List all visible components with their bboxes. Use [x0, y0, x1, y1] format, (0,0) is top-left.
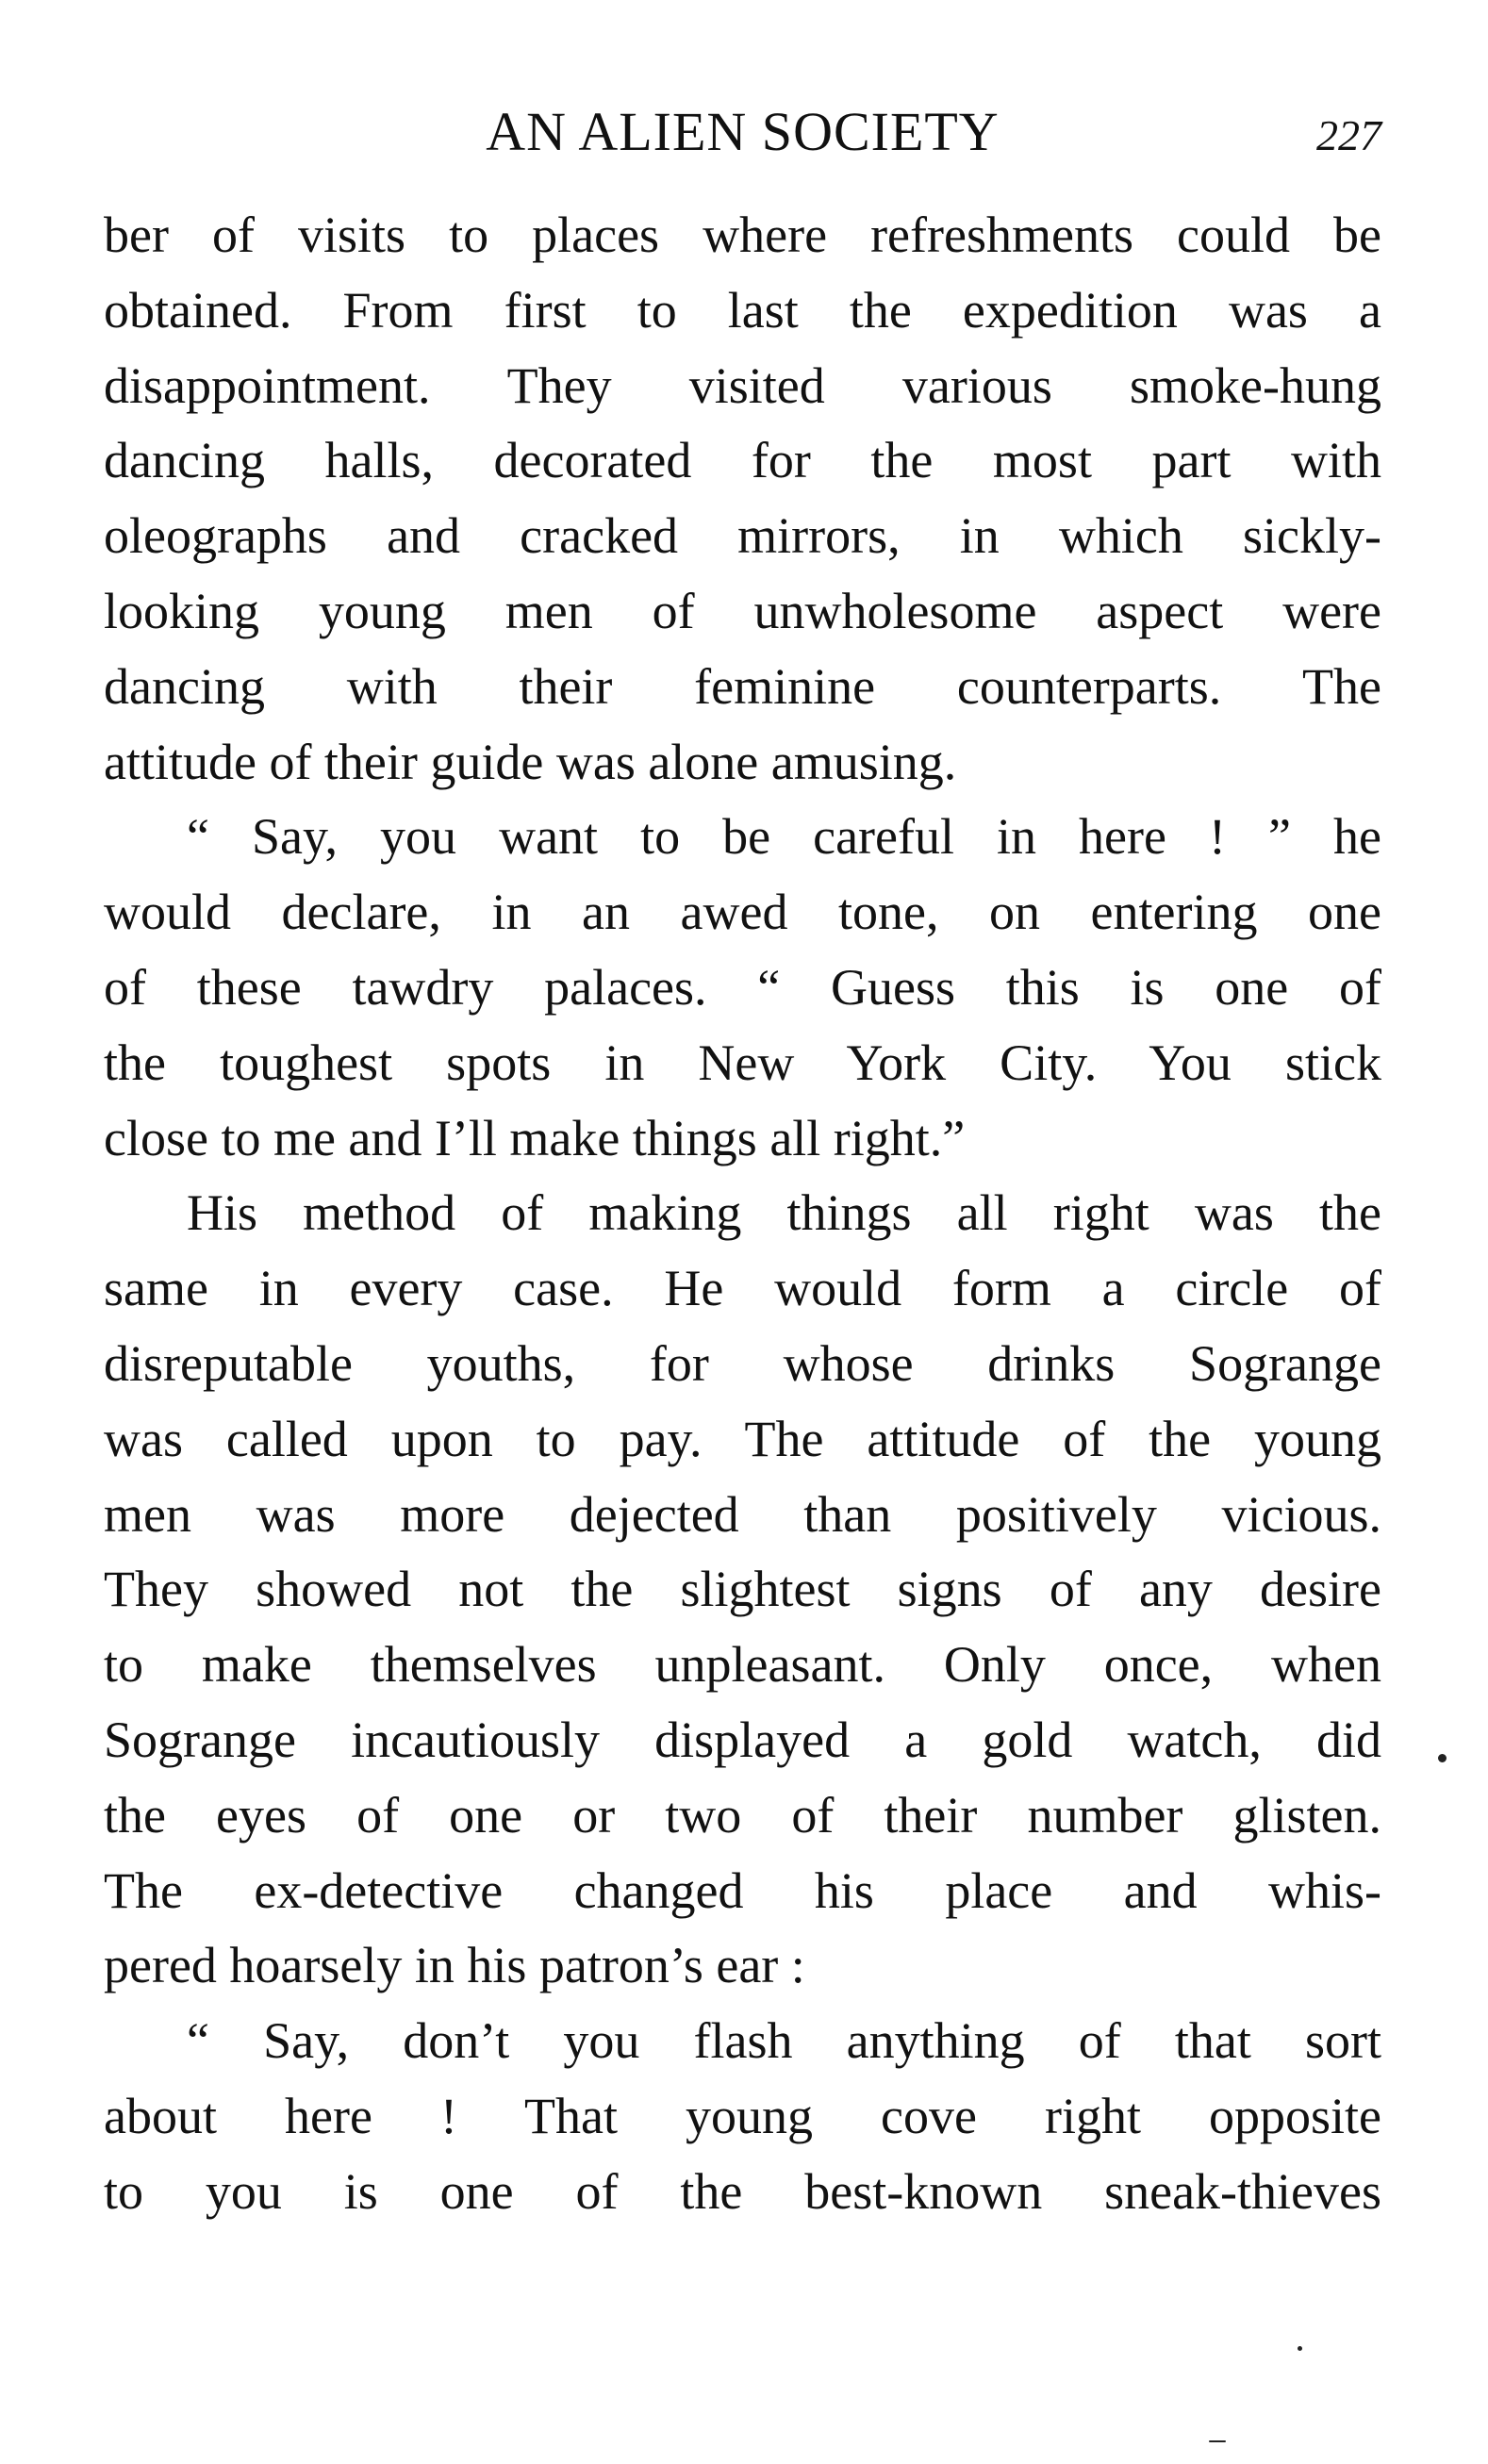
text-line: pered hoarsely in his patron’s ear :	[104, 1937, 805, 1994]
text-line: oleographs and cracked mirrors, in which sickly-	[104, 507, 1381, 565]
text-line: ber of visits to places where refreshments could be	[104, 207, 1381, 263]
text-line: to you is one of the best-known sneak-thieves	[104, 2162, 1381, 2220]
text-line: of these tawdry palaces. “ Guess this is one of	[104, 958, 1381, 1016]
text-line: would declare, in an awed tone, on entering one	[104, 884, 1381, 941]
running-head	[104, 94, 1381, 170]
text-line: disreputable youths, for whose drinks Sogrange	[104, 1334, 1381, 1392]
scan-speck	[1298, 2346, 1302, 2351]
text-line: the eyes of one or two of their number glisten.	[104, 1786, 1381, 1844]
text-line: about here ! That young cove right opposite	[104, 2087, 1381, 2144]
text-line: dancing with their feminine counterparts. The	[104, 657, 1381, 715]
text-line: obtained. From first to last the expedition was a	[104, 281, 1381, 339]
text-line: same in every case. He would form a circle of	[104, 1260, 1381, 1317]
text-line: the toughest spots in New York City. You stick	[104, 1034, 1381, 1091]
text-line: men was more dejected than positively vicious.	[104, 1485, 1381, 1543]
scan-speck	[1209, 2440, 1226, 2442]
body-text	[104, 198, 1381, 2230]
text-line: His method of making things all right was the	[187, 1184, 1381, 1242]
text-line: “ Say, you want to be careful in here ! ” he	[187, 808, 1381, 866]
running-title: AN ALIEN SOCIETY	[486, 101, 1000, 162]
page-number: 227	[1316, 111, 1381, 159]
text-line: close to me and I’ll make things all right.”	[104, 1109, 966, 1166]
text-line: dancing halls, decorated for the most part with	[104, 432, 1381, 489]
text-line: to make themselves unpleasant. Only once, when	[104, 1636, 1381, 1694]
text-line: They showed not the slightest signs of any desire	[104, 1561, 1381, 1618]
text-line: The ex-detective changed his place and whis-	[104, 1861, 1381, 1919]
text-line: disappointment. They visited various smoke-hung	[104, 356, 1381, 414]
text-line: was called upon to pay. The attitude of the young	[104, 1410, 1381, 1467]
text-line: attitude of their guide was alone amusing.	[104, 733, 957, 790]
scan-speck	[1438, 1754, 1447, 1762]
text-line: Sogrange incautiously displayed a gold watch, did	[104, 1711, 1381, 1768]
text-line: “ Say, don’t you flash anything of that sort	[187, 2012, 1381, 2070]
text-line: looking young men of unwholesome aspect were	[104, 582, 1381, 639]
